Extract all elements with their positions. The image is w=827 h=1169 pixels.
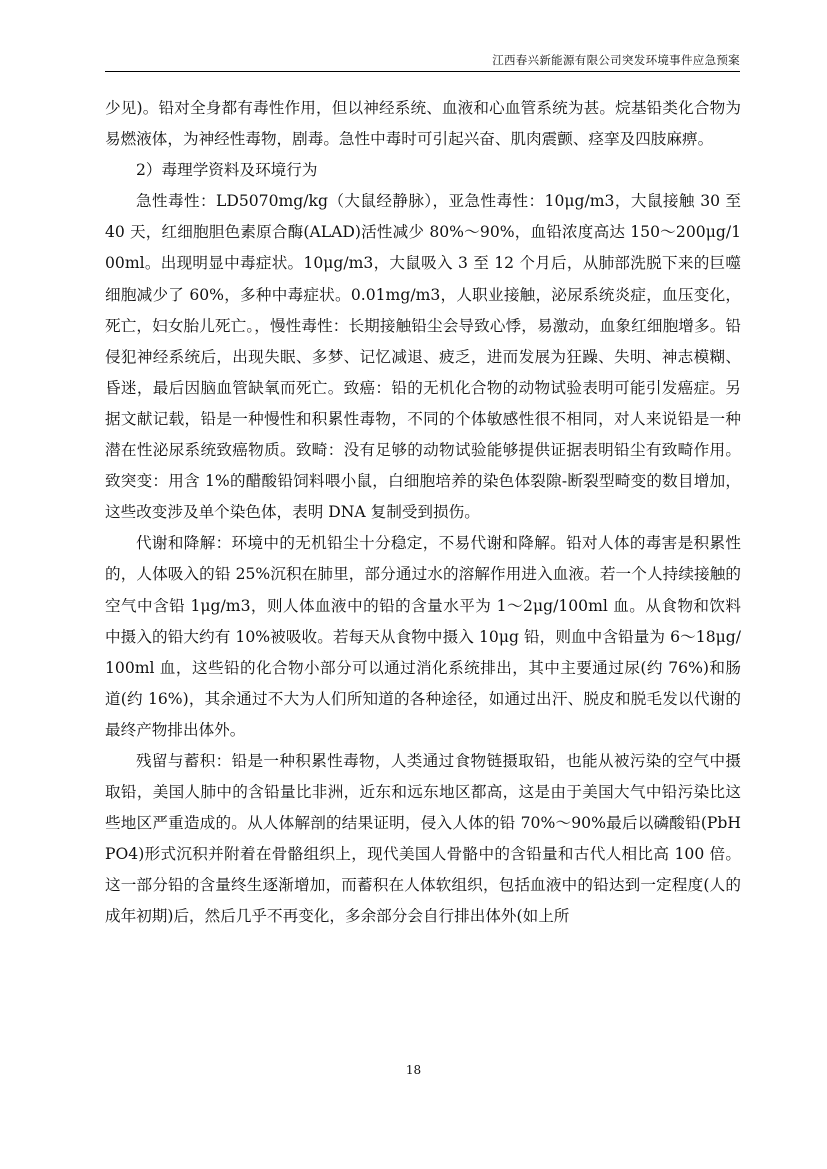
paragraph: 残留与蓄积：铅是一种积累性毒物，人类通过食物链摄取铅，也能从被污染的空气中摄取铅，美国人肺中的含铅量比非洲，近东和远东地区都高，这是由于美国大气中铅污染比这些地区严重造成的。从人体解剖的结果证明，侵入人体的铅 70%～90%最后以磷酸铅(PbHPO4)形式沉积并附着在骨骼组织上，现代美国人骨骼中的含铅量和古代人相比高 100 倍。这一部分铅的含量终生逐渐增加，而蓄积在人体软组织，包括血液中的铅达到一定程度(人的成年初期)后，然后几乎不再变化，多余部分会自行排出体外(如上所 (105, 751, 741, 926)
document-body (105, 93, 741, 933)
paragraph: 急性毒性：LD5070mg/kg（大鼠经静脉），亚急性毒性：10μg/m3，大鼠接触 30 至 40 天，红细胞胆色素原合酶(ALAD)活性减少 80%～90%，血铅浓度高达 150～200μg/100ml。出现明显中毒症状。10μg/m3，大鼠吸入 3 至 12 个月后，从肺部洗脱下来的巨噬细胞减少了 60%，多种中毒症状。0.01mg/m3，人职业接触，泌尿系统炎症，血压变化，死亡，妇女胎儿死亡。，慢性毒性：长期接触铅尘会导致心悸，易激动，血象红细胞增多。铅侵犯神经系统后，出现失眠、多梦、记忆减退、疲乏，进而发展为狂躁、失明、神志模糊、昏迷，最后因脑血管缺氧而死亡。致癌：铅的无机化合物的动物试验表明可能引发癌症。另据文献记载，铅是一种慢性和积累性毒物，不同的个体敏感性很不相同，对人来说铅是一种潜在性泌尿系统致癌物质。致畸：没有足够的动物试验能够提供证据表明铅尘有致畸作用。致突变：用含 1%的醋酸铅饲料喂小鼠，白细胞培养的染色体裂隙-断裂型畸变的数目增加，这些改变涉及单个染色体，表明 DNA 复制受到损伤。 (105, 192, 741, 522)
header-divider (105, 71, 740, 72)
paragraph: 代谢和降解：环境中的无机铅尘十分稳定，不易代谢和降解。铅对人体的毒害是积累性的，人体吸入的铅 25%沉积在肺里，部分通过水的溶解作用进入血液。若一个人持续接触的空气中含铅 1μg/m3，则人体血液中的铅的含量水平为 1～2μg/100ml 血。从食物和饮料中摄入的铅大约有 10%被吸收。若每天从食物中摄入 10μg 铅，则血中含铅量为 6～18μg/100ml 血，这些铅的化合物小部分可以通过消化系统排出，其中主要通过尿(约 76%)和肠道(约 16%)，其余通过不大为人们所知道的各种途径，如通过出汗、脱皮和脱毛发以代谢的最终产物排出体外。 (105, 534, 741, 739)
section-heading: 2）毒理学资料及环境行为 (136, 161, 318, 180)
page-number: 18 (405, 1063, 422, 1077)
paragraph: 少见)。铅对全身都有毒性作用，但以神经系统、血液和心血管系统为甚。烷基铅类化合物为易燃液体，为神经性毒物，剧毒。急性中毒时可引起兴奋、肌肉震颤、痉挛及四肢麻痹。 (105, 99, 741, 149)
page-header: 江西春兴新能源有限公司突发环境事件应急预案 (492, 53, 740, 67)
